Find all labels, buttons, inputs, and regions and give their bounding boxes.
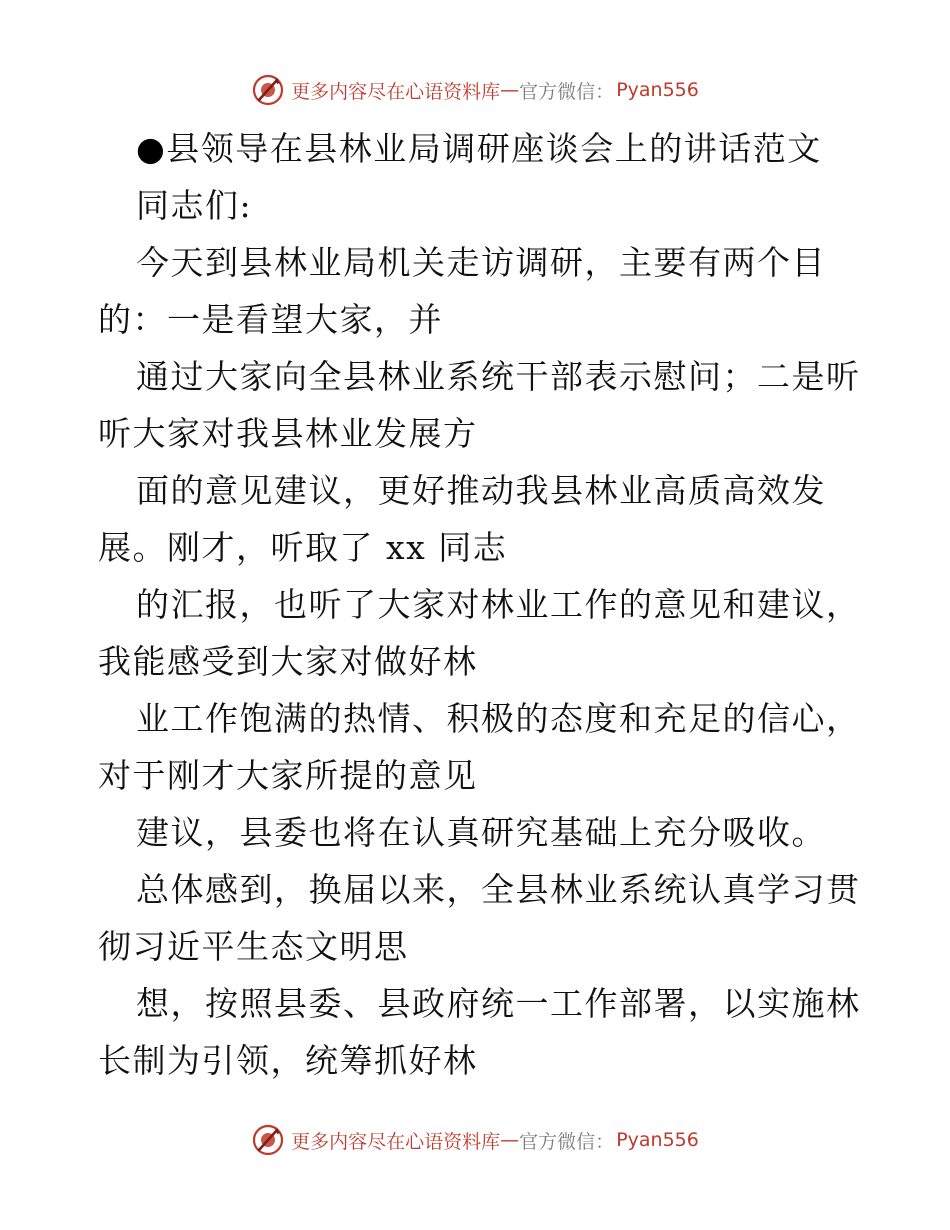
watermark-wechat-id: Pyan556: [616, 1129, 699, 1151]
document-body: [98, 120, 888, 1089]
paragraph-line: 我能感受到大家对做好林: [98, 642, 478, 681]
watermark-main-text: 更多内容尽在心语资料库: [291, 1130, 501, 1153]
paragraph-line: 通过大家向全县林业系统干部表示慰问；二是听: [136, 357, 861, 396]
paragraph-line: 彻习近平生态文明思: [98, 927, 409, 966]
pen-circle-logo-icon: [251, 1123, 285, 1157]
watermark-dash: —: [500, 1129, 520, 1151]
watermark-wechat-id: Pyan556: [616, 79, 699, 101]
paragraph-line: 长制为引领，统筹抓好林: [98, 1041, 478, 1080]
paragraph-line: 业工作饱满的热情、积极的态度和充足的信心，: [136, 699, 861, 738]
paragraph-line: 的汇报，也听了大家对林业工作的意见和建议，: [136, 585, 861, 624]
watermark-banner-top: [0, 70, 950, 110]
paragraph-line: 展。刚才，听取了 xx 同志: [98, 528, 508, 567]
paragraph-line: 同志们:: [136, 186, 253, 225]
paragraph-line: 对于刚才大家所提的意见: [98, 756, 478, 795]
watermark-banner-bottom: [0, 1120, 950, 1160]
watermark-main-text: 更多内容尽在心语资料库: [291, 80, 501, 103]
document-title: ●县领导在县林业局调研座谈会上的讲话范文: [136, 129, 822, 168]
paragraph-line: 的：一是看望大家，并: [98, 300, 443, 339]
paragraph-line: 面的意见建议，更好推动我县林业高质高效发: [136, 471, 826, 510]
watermark-sub-text: 官方微信：: [519, 80, 615, 103]
paragraph-line: 建议，县委也将在认真研究基础上充分吸收。: [136, 813, 826, 852]
pen-circle-logo-icon: [251, 73, 285, 107]
paragraph-line: 今天到县林业局机关走访调研，主要有两个目: [136, 243, 826, 282]
paragraph-line: 想，按照县委、县政府统一工作部署，以实施林: [136, 984, 861, 1023]
watermark-dash: —: [500, 79, 520, 101]
bullet-icon: ●: [136, 129, 167, 168]
paragraph-line: 听大家对我县林业发展方: [98, 414, 478, 453]
paragraph-line: 总体感到，换届以来，全县林业系统认真学习贯: [136, 870, 861, 909]
watermark-sub-text: 官方微信：: [519, 1130, 615, 1153]
